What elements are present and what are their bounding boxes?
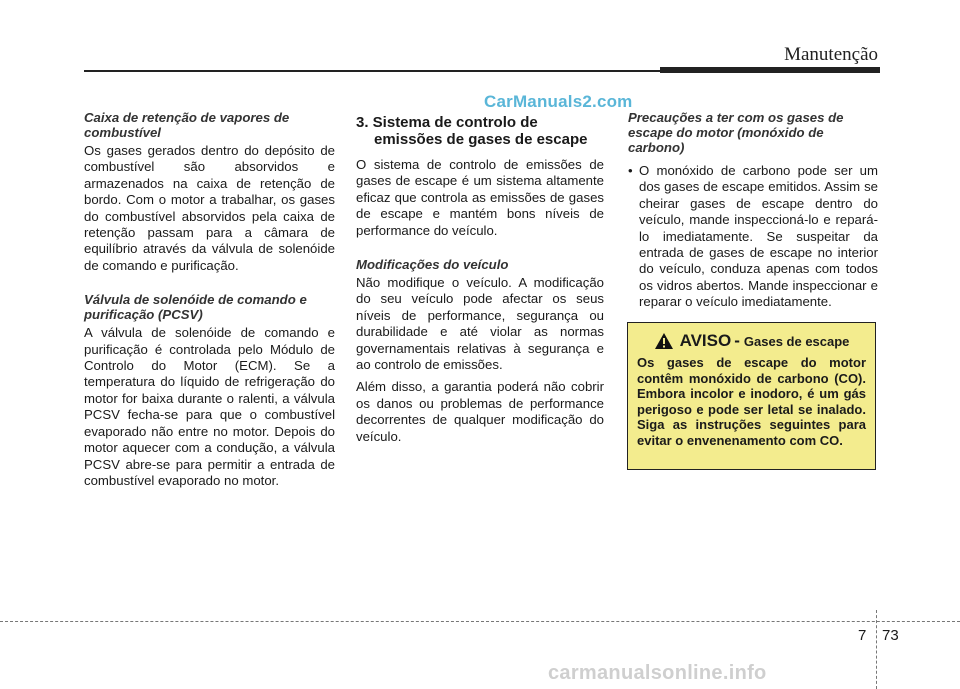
column-2 <box>356 110 604 463</box>
section-text-pcsv: A válvula de solenóide de comando e purificação é controlada pelo Módulo de Controlo do Motor (ECM). Se a temperatura do líquido de refrigeração do motor for baixa durante o ralenti, a válvula PCSV fecha-se para que o combustível evaporado não entre no motor. Depois do motor aquecer com a condução, a válvula PCSV abre-se para permitir a entrada de combustível evaporado no motor. <box>84 325 335 488</box>
section-heading-exhaust-control: 3. Sistema de controlo de emissões de gases de escape <box>356 114 588 148</box>
warning-subtitle: Gases de escape <box>743 333 850 349</box>
section-heading-modifications: Modificações do veículo <box>356 257 509 273</box>
bullet-text: O monóxido de carbono pode ser um dos gases de escape emitidos. Assim se cheirar gases de escape dentro do veículo, mande inspeccioná-lo e repará-lo imediatamente. Se suspeitar da entrada de gases de escape no interior do veículo, conduza apenas com todos os vidros abertos. Mande inspeccionar e reparar o veículo imediatamente. <box>639 163 878 310</box>
section-heading-carbon-monoxide: Precauções a ter com os gases de escape do motor (monóxido de carbono) <box>628 110 844 155</box>
header-rule-accent <box>660 67 880 73</box>
warning-triangle-icon <box>654 332 674 350</box>
watermark-bottom: carmanualsonline.info <box>548 662 767 684</box>
page-chapter-number: 7 <box>858 627 867 644</box>
watermark-top: CarManuals2.com <box>484 92 633 111</box>
section-text-modifications-1: Não modifique o veículo. A modificação do seu veículo pode afectar os seus níveis de performance, segurança ou durabilidade e até violar as normas governamentais relativas à segurança e ao controlo de emissões. <box>356 275 604 373</box>
warning-label: AVISO <box>679 331 732 350</box>
section-text-vapor-canister: Os gases gerados dentro do depósito de combustível são absorvidos e armazenados na caixa de retenção de bordo. Com o motor a trabalhar, os gases do combustível absorvidos pela caixa de retenção passam para a câmara de equilíbrio através da válvula de solenóide de comando e purificação. <box>84 143 335 273</box>
section-heading-pcsv: Válvula de solenóide de comando e purificação (PCSV) <box>84 292 307 323</box>
warning-header <box>637 331 866 351</box>
footer-rule <box>0 621 960 622</box>
footer-divider <box>876 610 877 689</box>
page-number: 73 <box>882 627 899 644</box>
section-heading-vapor-canister: Caixa de retenção de vapores de combustível <box>84 110 290 140</box>
warning-box <box>627 322 876 470</box>
warning-dash: - <box>734 331 740 350</box>
section-text-exhaust-control: O sistema de controlo de emissões de gases de escape é um sistema altamente eficaz que controla as emissões de gases de escape e mantém bons níveis de performance do veículo. <box>356 157 604 238</box>
page-header-title: Manutenção <box>784 44 878 65</box>
section-text-modifications-2: Além disso, a garantia poderá não cobrir os danos ou problemas de performance decorrentes de qualquer modificação do veículo. <box>356 379 604 444</box>
bullet-item-carbon-monoxide <box>628 163 878 311</box>
column-1 <box>84 110 335 507</box>
warning-text: Os gases de escape do motor contêm monóxido de carbono (CO). Embora incolor e inodoro, é um gás perigoso e pode ser letal se inalado. Siga as instruções seguintes para evitar o envenenamento com CO. <box>637 355 866 448</box>
column-3 <box>628 110 878 311</box>
header-rule <box>84 70 661 72</box>
bullet-icon: • <box>628 163 633 178</box>
